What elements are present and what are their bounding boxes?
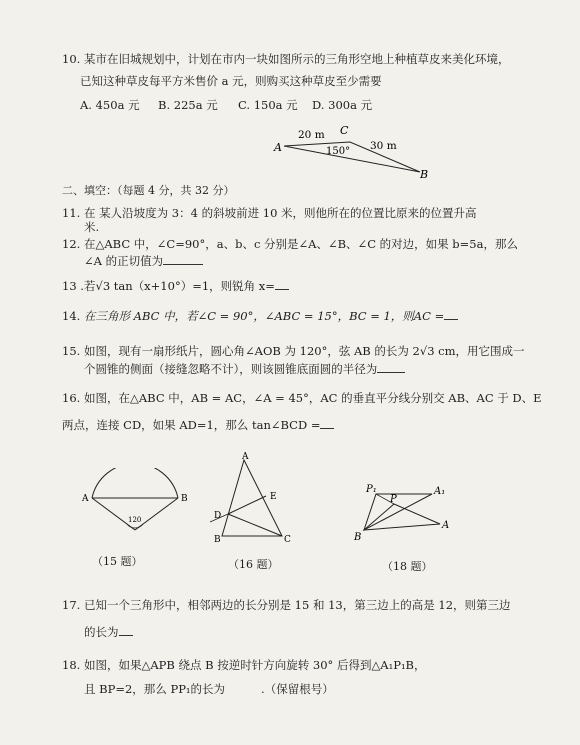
- q17-answer-blank[interactable]: [119, 625, 133, 636]
- fig15-caption: （15 题）: [92, 555, 143, 568]
- q13-line: [62, 279, 289, 293]
- q11-line2: 米.: [84, 220, 100, 234]
- fig18-label-a1: A₁: [434, 486, 446, 497]
- fig16-label-b: B: [214, 535, 221, 545]
- bleed-through-ghost: [380, 95, 384, 109]
- fig16-label-d: D: [214, 511, 222, 521]
- fig16-label-c: C: [284, 535, 291, 545]
- q16-line1: [62, 391, 542, 405]
- fig18-label-b: B: [354, 532, 362, 543]
- q10-text1: 某市在旧城规划中，计划在市内一块如图所示的三角形空地上种植草皮来美化环境，: [84, 52, 510, 66]
- q12-line1: [62, 237, 518, 251]
- q14-text: 在三角形 ABC 中，若∠C = 90°，∠ABC = 15°，BC = 1，则AC =: [84, 309, 445, 323]
- q10-option-d: D. 300a 元: [312, 98, 373, 112]
- q10-label-b: B: [420, 168, 429, 180]
- q10-line2: 已知这种草皮每平方米售价 a 元，则购买这种草皮至少需要: [80, 74, 382, 88]
- q18-text2-tail: .（保留根号）: [261, 682, 334, 696]
- q14-number: 14.: [62, 309, 81, 323]
- q12-text2: ∠A 的正切值为: [84, 254, 164, 268]
- fig18-label-p1: P₁: [366, 484, 377, 495]
- fig18-rotation: [350, 480, 460, 550]
- fig18-caption: （18 题）: [382, 560, 433, 573]
- fig15-label-a: A: [82, 494, 89, 504]
- q17-number: 17.: [62, 598, 81, 612]
- q16-line2: [62, 418, 334, 432]
- q11-number: 11.: [62, 206, 81, 220]
- q12-text1: 在△ABC 中，∠C=90°，a、b、c 分别是∠A、∠B、∠C 的对边，如果 b=5a，那么: [84, 237, 518, 251]
- q11-text1: 在 某人沿坡度为 3：4 的斜坡前进 10 米，则他所在的位置比原来的位置升高: [84, 206, 477, 220]
- q12-line2: [84, 254, 203, 268]
- q18-line2: [84, 682, 334, 696]
- q15-line1: [62, 344, 525, 358]
- q16-text2: 两点，连接 CD，如果 AD=1，那么 tan∠BCD =: [62, 418, 321, 432]
- q10-number: 10.: [62, 52, 81, 66]
- q10-label-angle: 150°: [326, 146, 351, 157]
- q16-answer-blank[interactable]: [320, 418, 334, 429]
- q15-text1: 如图，现有一扇形纸片，圆心角∠AOB 为 120°，弦 AB 的长为 2√3 cm，用它围成一: [84, 344, 525, 358]
- q12-answer-blank[interactable]: [163, 254, 203, 265]
- q14-answer-blank[interactable]: [444, 309, 458, 320]
- q10-option-b: B. 225a 元: [158, 98, 218, 112]
- q13-text: 若√3 tan（x+10°）=1，则锐角 x=: [84, 279, 275, 293]
- q17-line1: [62, 598, 511, 612]
- q13-number: 13 .: [62, 279, 84, 293]
- q10-option-a: A. 450a 元: [80, 98, 140, 112]
- q10-label-c: C: [340, 124, 349, 137]
- q17-text1: 已知一个三角形中，相邻两边的长分别是 15 和 13，第三边上的高是 12，则第三边: [84, 598, 511, 612]
- q18-text2: 且 BP=2，那么 PP₁的长为: [84, 682, 226, 696]
- q17-text2: 的长为: [84, 625, 119, 639]
- q16-text1: 如图，在△ABC 中，AB = AC，∠A = 45°，AC 的垂直平分线分别交 AB、AC 于 D、E: [84, 391, 542, 405]
- q17-line2: [84, 625, 133, 639]
- q13-answer-blank[interactable]: [275, 279, 289, 290]
- section2-title: 二、填空：（每题 4 分，共 32 分）: [62, 184, 235, 197]
- fig15-sector: [80, 468, 190, 538]
- q18-line1: [62, 658, 426, 672]
- q18-text1: 如图，如果△APB 绕点 B 按逆时针方向旋转 30° 后得到△A₁P₁B，: [84, 658, 426, 672]
- q18-number: 18.: [62, 658, 81, 672]
- q10-triangle-figure: [270, 118, 440, 180]
- q15-text2: 个圆锥的侧面（接缝忽略不计），则该圆锥底面圆的半径为: [84, 362, 378, 376]
- fig16-triangle: [208, 452, 298, 547]
- fig16-label-e: E: [270, 492, 277, 502]
- q10-label-ac: 20 m: [298, 129, 325, 141]
- q10-label-a: A: [274, 141, 282, 154]
- q12-number: 12.: [62, 237, 81, 251]
- fig18-label-p: P: [390, 494, 397, 505]
- q15-line2: [84, 362, 405, 376]
- q18-answer-blank[interactable]: [225, 683, 261, 693]
- fig16-label-a: A: [242, 452, 249, 462]
- q15-answer-blank[interactable]: [377, 362, 405, 373]
- fig18-label-a: A: [442, 520, 450, 531]
- q14-line: [62, 309, 458, 323]
- q16-number: 16.: [62, 391, 81, 405]
- q10-line1: [62, 52, 510, 66]
- q10-option-c: C. 150a 元: [238, 98, 298, 112]
- q15-number: 15.: [62, 344, 81, 358]
- fig15-label-b: B: [181, 494, 188, 504]
- fig16-caption: （16 题）: [228, 558, 279, 571]
- q10-label-cb: 30 m: [370, 140, 397, 152]
- q11-line1: [62, 206, 477, 220]
- fig15-label-angle: 120: [128, 516, 142, 524]
